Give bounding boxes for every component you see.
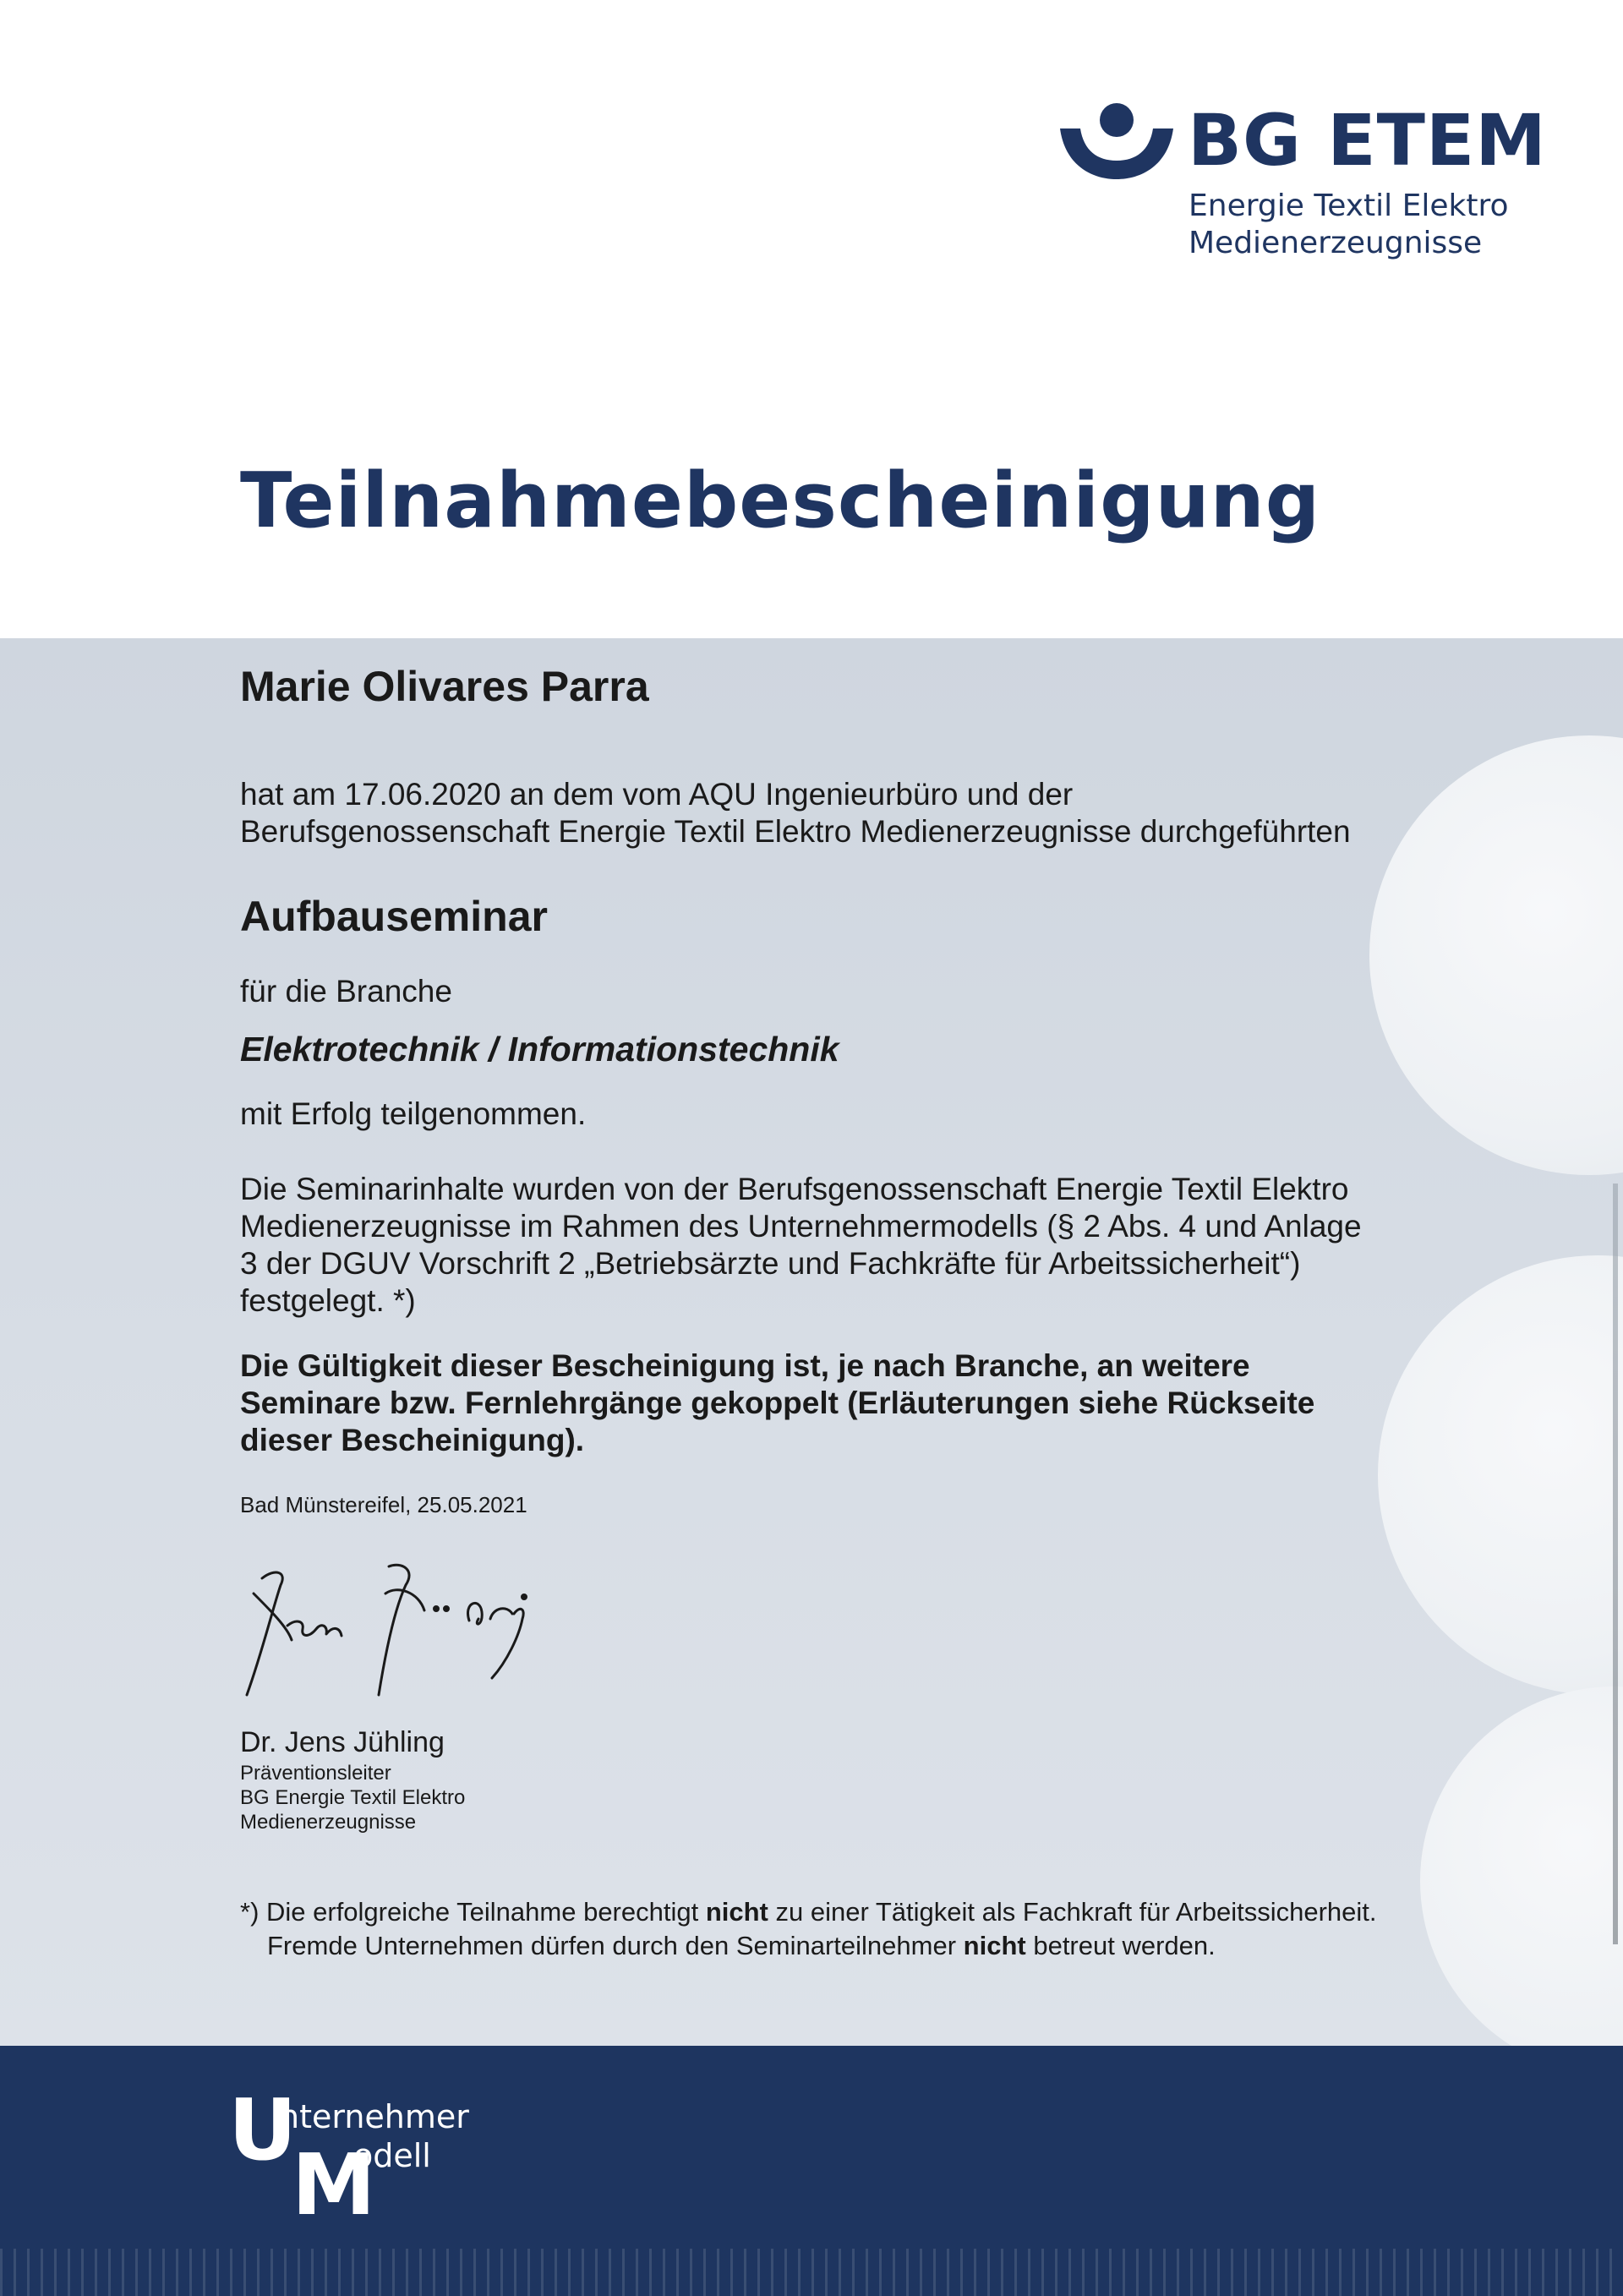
signatory-role-line-1: Präventionsleiter: [240, 1762, 391, 1785]
signatory-role-line-3: Medienerzeugnisse: [240, 1811, 417, 1834]
logo-subtitle-line-2: Medienerzeugnisse: [1189, 226, 1483, 260]
signatory-name: Dr. Jens Jühling: [240, 1726, 445, 1758]
validity-line-3: dieser Bescheinigung).: [240, 1423, 585, 1457]
footnote-line-2-part-a: Fremde Unternehmen dürfen durch den Seminarteilnehmer: [267, 1931, 964, 1960]
branch-label: für die Branche: [240, 974, 452, 1009]
footnote-line-1-emphasis: nicht: [705, 1897, 768, 1927]
footnote-line-1-part-a: *) Die erfolgreiche Teilnahme berechtigt: [240, 1897, 706, 1927]
content-line-4: festgelegt. *): [240, 1283, 416, 1318]
decorative-circle-3: [1420, 1686, 1623, 2046]
content-line-2: Medienerzeugnisse im Rahmen des Unternehmermodells (§ 2 Abs. 4 und Anlage: [240, 1209, 1362, 1244]
content-paragraph: [240, 1171, 1362, 1320]
unternehmermodell-logo-letter-u: U: [228, 2080, 298, 2179]
logo-subtitle: [1189, 188, 1508, 262]
scan-edge-shadow: [1613, 1184, 1618, 1944]
footnote-line-1-part-c: zu einer Tätigkeit als Fachkraft für Arbeitssicherheit.: [768, 1897, 1377, 1927]
branch-name: Elektrotechnik / Informationstechnik: [240, 1030, 839, 1069]
document-title: Teilnahmebescheinigung: [240, 456, 1321, 545]
logo-title: BG ETEM: [1188, 99, 1547, 182]
signatory-role: [240, 1761, 465, 1834]
decorative-circle-2: [1378, 1255, 1623, 1695]
footnote-line-2: [240, 1929, 1377, 1963]
content-line-1: Die Seminarinhalte wurden von der Berufsgenossenschaft Energie Textil Elektro: [240, 1172, 1349, 1206]
intro-paragraph: [240, 776, 1351, 850]
seminar-type: Aufbauseminar: [240, 893, 548, 940]
intro-line-1: hat am 17.06.2020 an dem vom AQU Ingenieurbüro und der: [240, 777, 1074, 812]
content-line-3: 3 der DGUV Vorschrift 2 „Betriebsärzte und Fachkräfte für Arbeitssicherheit“): [240, 1246, 1301, 1281]
success-statement: mit Erfolg teilgenommen.: [240, 1096, 587, 1131]
footnote-line-1: [240, 1895, 1377, 1929]
unternehmermodell-logo-word-1: nternehmer: [279, 2098, 469, 2135]
bg-etem-logo-icon: [1058, 100, 1175, 181]
unternehmermodell-logo-word-2: odell: [353, 2137, 431, 2174]
validity-paragraph: [240, 1348, 1314, 1459]
decorative-circle-1: [1369, 735, 1623, 1175]
participant-name: Marie Olivares Parra: [240, 663, 649, 710]
handwritten-signature: [228, 1560, 583, 1703]
logo-subtitle-line-1: Energie Textil Elektro: [1189, 189, 1509, 223]
signatory-role-line-2: BG Energie Textil Elektro: [240, 1786, 466, 1809]
footnote-line-2-part-c: betreut werden.: [1025, 1931, 1216, 1960]
place-and-date: Bad Münstereifel, 25.05.2021: [240, 1492, 527, 1517]
footer-dot-pattern: [0, 2249, 1623, 2296]
intro-line-2: Berufsgenossenschaft Energie Textil Elektro Medienerzeugnisse durchgeführten: [240, 814, 1351, 849]
validity-line-2: Seminare bzw. Fernlehrgänge gekoppelt (Erläuterungen siehe Rückseite: [240, 1386, 1315, 1420]
validity-line-1: Die Gültigkeit dieser Bescheinigung ist, je nach Branche, an weitere: [240, 1348, 1250, 1383]
footnote-line-2-emphasis: nicht: [963, 1931, 1026, 1960]
unternehmermodell-logo-letter-m: M: [292, 2135, 376, 2234]
footnote: [240, 1895, 1377, 1963]
